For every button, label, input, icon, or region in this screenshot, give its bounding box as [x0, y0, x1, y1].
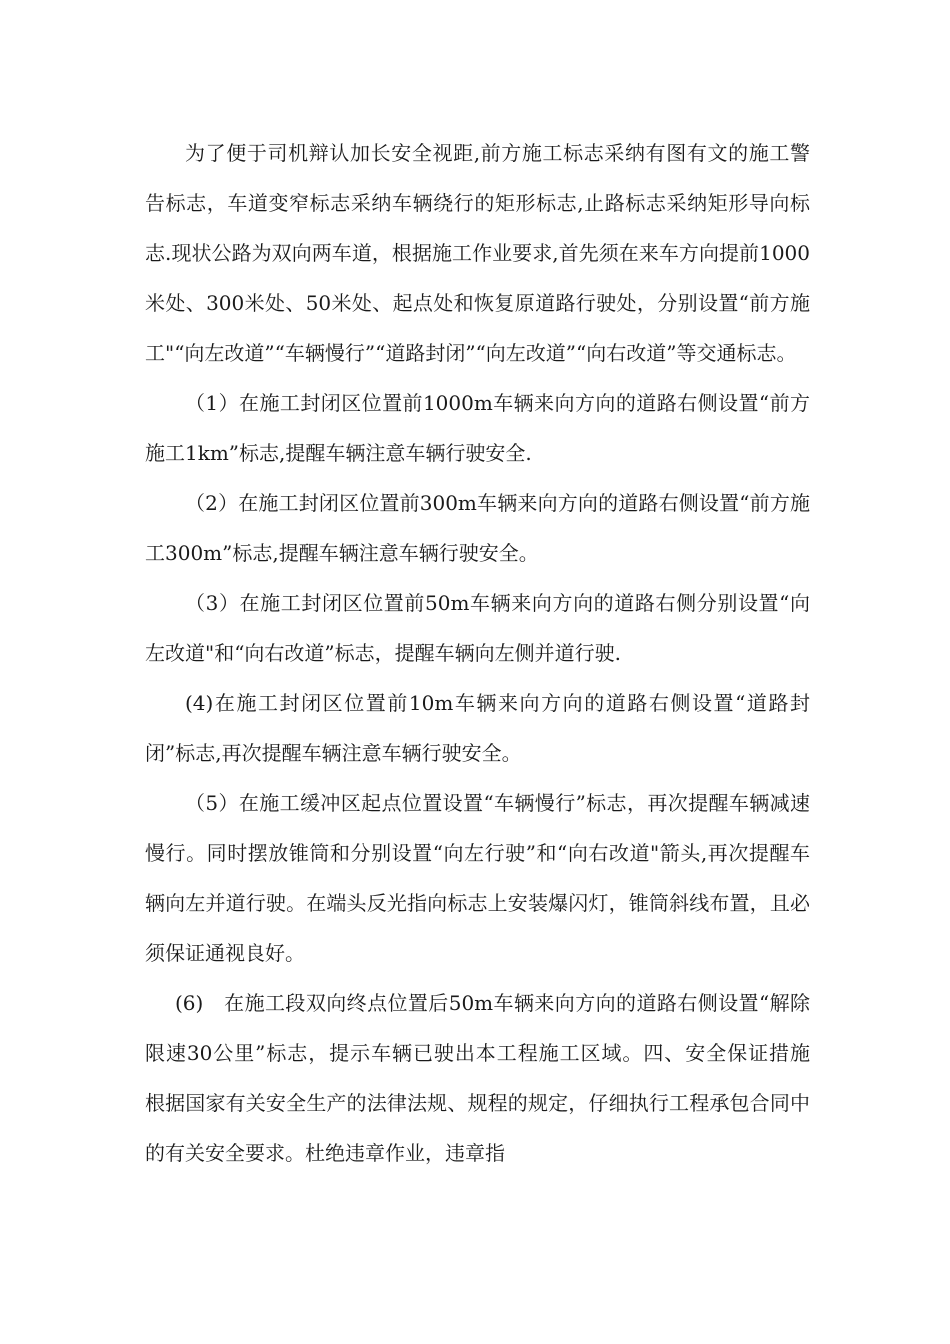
paragraph-item-5: （5）在施工缓冲区起点位置设置“车辆慢行”标志，再次提醒车辆减速慢行。同时摆放锥筒和分别设置“向左行驶”和“向右改道"箭头,再次提醒车辆向左并道行驶。在端头反光指向标志上安装爆闪灯，锥筒斜线布置，且必须保证通视良好。 — [145, 791, 810, 965]
paragraph-item-1: （1）在施工封闭区位置前1000m车辆来向方向的道路右侧设置“前方施工1km”标志,提醒车辆注意车辆行驶安全. — [145, 391, 810, 465]
document-body — [145, 128, 850, 1178]
paragraph-item-2: （2）在施工封闭区位置前300m车辆来向方向的道路右侧设置“前方施工300m”标志,提醒车辆注意车辆行驶安全。 — [145, 491, 810, 565]
paragraph-intro: 为了便于司机辩认加长安全视距,前方施工标志采纳有图有文的施工警告标志，车道变窄标志采纳车辆绕行的矩形标志,止路标志采纳矩形导向标志.现状公路为双向两车道，根据施工作业要求,首先须在来车方向提前1000米处、300米处、50米处、起点处和恢复原道路行驶处，分别设置“前方施工"“向左改道”“车辆慢行”“道路封闭”“向左改道”“向右改道”等交通标志。 — [145, 141, 810, 365]
paragraph-item-4: (4)在施工封闭区位置前10m车辆来向方向的道路右侧设置“道路封闭”标志,再次提醒车辆注意车辆行驶安全。 — [145, 691, 810, 765]
paragraph-item-6: (6) 在施工段双向终点位置后50m车辆来向方向的道路右侧设置“解除限速30公里”标志，提示车辆已驶出本工程施工区域。四、安全保证措施 根据国家有关安全生产的法律法规、规程的规定，仔细执行工程承包合同中的有关安全要求。杜绝违章作业，违章指 — [145, 991, 850, 1165]
paragraph-item-3: （3）在施工封闭区位置前50m车辆来向方向的道路右侧分别设置“向左改道"和“向右改道”标志，提醒车辆向左侧并道行驶. — [145, 591, 810, 665]
